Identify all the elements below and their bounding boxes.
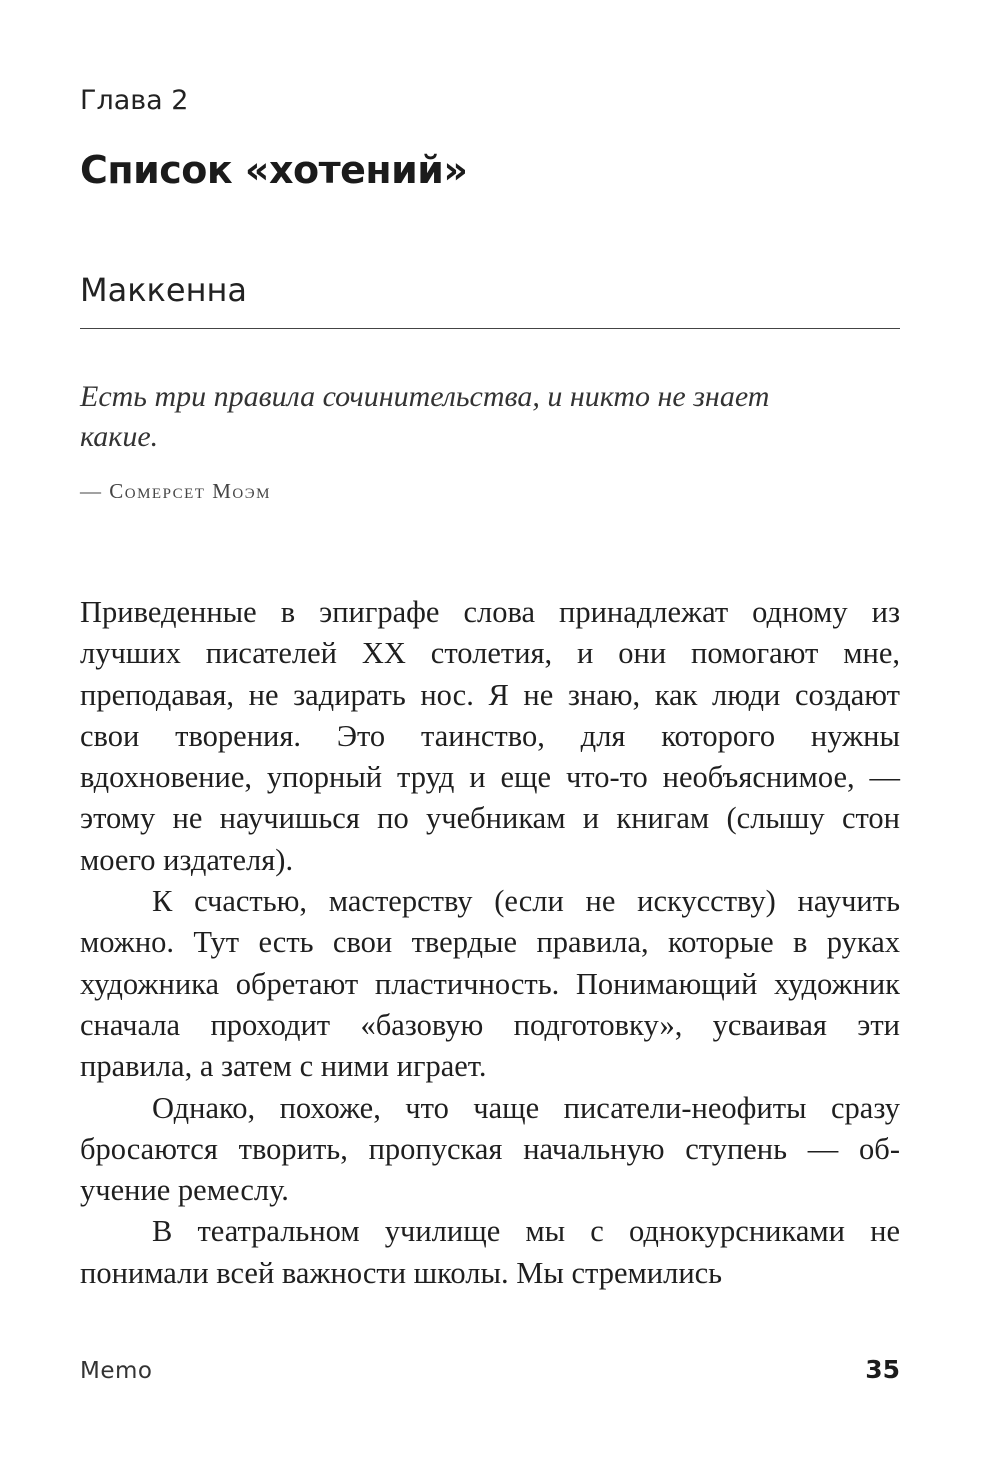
body-paragraph: Однако, похоже, что чаще писатели-неофиты сразу бросаются творить, пропуская начальную ступень — обучение ремеслу.	[80, 1090, 900, 1208]
body-paragraph: В театральном училище мы с однокурсниками не понимали всей важности школы. Мы стремились	[80, 1214, 900, 1290]
body-text	[80, 592, 900, 1294]
epigraph-quote: Есть три правила сочинительства, и никто не знает какие.	[80, 380, 770, 453]
chapter-label: Глава 2	[80, 85, 189, 116]
body-paragraph: Приведенные в эпиграфе слова принадлежат одному из лучших писателей XX столетия, и они помогают мне, преподавая, не задирать нос. Я не знаю, как люди создают свои творения. Это таинство, для которого нужны вдохновение, упорный труд и еще что-то необъяснимое, — этому не научишься по учебникам и книгам (слышу стон моего издателя).	[80, 595, 900, 877]
page-number: 35	[865, 1355, 900, 1384]
footer-publisher: Memo	[80, 1358, 153, 1384]
epigraph-source: — Сомерсет Моэм	[80, 479, 271, 503]
book-page	[80, 0, 900, 1472]
section-divider	[80, 328, 900, 329]
body-paragraph: К счастью, мастерству (если не искусству) научить можно. Тут есть свои твердые правила, которые в руках художника обретают пластичность. Понимающий художник сначала проходит «базовую подготовку», усваивая эти правила, а затем с ними играет.	[80, 884, 900, 1084]
chapter-title: Список «хотений»	[80, 148, 468, 192]
section-author: Маккенна	[80, 271, 248, 309]
